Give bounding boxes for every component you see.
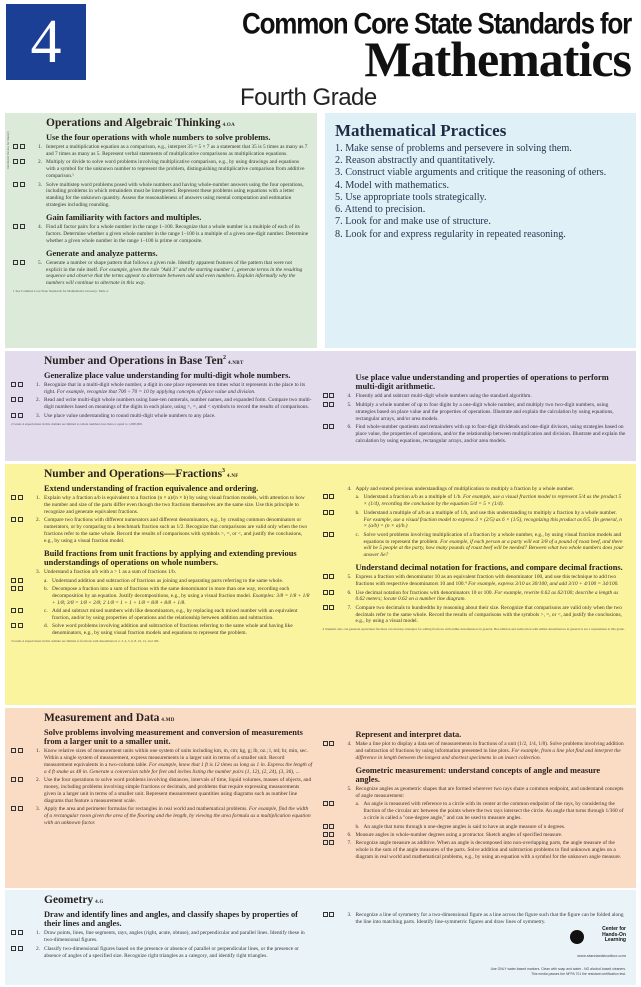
- section-title: [44, 468, 313, 480]
- checkbox-mastered[interactable]: [18, 382, 23, 387]
- checkbox-mastered[interactable]: [18, 517, 23, 522]
- standard-item: [323, 840, 627, 860]
- standard-number: 1.: [36, 495, 41, 502]
- standard-number: 2.: [36, 397, 41, 404]
- standard-item: [11, 930, 313, 944]
- standard-example: For example, from a line plot find and interpret the difference in length between the longest and shortest specimens in an insect collection.: [355, 748, 621, 761]
- standard-number: 2.: [38, 159, 43, 166]
- cluster-heading: Build fractions from unit fractions by applying and extending previous understandings of operations on whole numbers.: [44, 548, 297, 567]
- standard-item: [11, 608, 313, 622]
- checkbox-mastered[interactable]: [20, 224, 25, 229]
- practice-item: 2. Reason abstractly and quantitatively.: [335, 155, 496, 167]
- checkbox-mastered[interactable]: [329, 532, 334, 537]
- standard-text: Use decimal notation for fractions with denominators 10 or 100.: [355, 589, 495, 596]
- standard-item: [323, 912, 627, 926]
- standard-number: 3.: [36, 806, 41, 813]
- checkbox-pair: [11, 517, 23, 522]
- practice-item: 8. Look for and express regularity in repeated reasoning.: [335, 228, 566, 240]
- checkbox-mastered[interactable]: [18, 946, 23, 951]
- checkbox-pair: [11, 586, 23, 591]
- checkbox-introduced[interactable]: [11, 517, 16, 522]
- standard-number: b.: [44, 585, 49, 592]
- footnote: 1 See Common Core State Standards for Mathematics Glossary, Table 2.: [13, 289, 109, 294]
- checkbox-mastered[interactable]: [329, 801, 334, 806]
- checkbox-introduced[interactable]: [11, 806, 16, 811]
- standard-text: Multiply or divide to solve word problems involving multiplicative comparison, e.g., by using drawings and equations with a symbol for the unknown number to represent the problem, distinguishing multiplicative comparison from additive comparison.¹: [46, 159, 305, 180]
- section-measurement-data: [5, 708, 636, 888]
- section-column: [323, 708, 627, 862]
- checkbox-introduced[interactable]: [13, 224, 18, 229]
- checkbox-introduced[interactable]: [323, 574, 328, 579]
- section-base-ten: [5, 351, 636, 461]
- standard-item: [11, 382, 313, 396]
- standard-text: Understand a fraction a/b with a > 1 as a sum of fractions 1/b.: [44, 569, 177, 576]
- cluster-heading: Use the four operations with whole numbers to solve problems.: [46, 133, 271, 142]
- checkbox-pair: [323, 741, 335, 746]
- section-title-text: Number and Operations in Base Ten: [44, 355, 224, 367]
- center-for-hands-on-learning-logo: [570, 927, 626, 949]
- checkbox-pair: [323, 824, 335, 829]
- checkbox-mastered[interactable]: [18, 806, 23, 811]
- checkbox-mastered[interactable]: [20, 182, 25, 187]
- standard-number: 5.: [347, 786, 352, 793]
- standard-item: [11, 517, 313, 544]
- footer-care-note: Use ONLY water-based markers. Clean with soap and water - NO alcohol-based cleaners.: [490, 967, 626, 971]
- checkbox-pair: [13, 144, 25, 149]
- standard-item: [11, 806, 313, 826]
- standard-text: Generate a number or shape pattern that follows a given rule. Identify apparent features of the pattern that were not explicit in the rule itself.: [46, 259, 293, 273]
- standard-number: 4.: [347, 486, 352, 492]
- section-title: [46, 117, 309, 129]
- standard-item: [11, 569, 313, 576]
- standard-code: 4.G: [95, 900, 104, 905]
- standard-number: 1.: [36, 748, 41, 755]
- standard-number: 3.: [36, 412, 41, 419]
- standard-text: Use the four operations to solve word problems involving distances, intervals of time, liquid volumes, masses of objects, and money, including problems involving simple fractions or decimals, and problems that require expressing measurements given in a larger unit in terms of a smaller unit. Represent measurement quantities using diagrams such as number line diagrams that feature a measurement scale.: [44, 777, 312, 804]
- section-title: [44, 894, 313, 906]
- standard-number: 1.: [36, 382, 41, 389]
- standard-text: Recognize angles as geometric shapes that are formed wherever two rays share a common endpoint, and understand concepts of angle measurement:: [355, 786, 624, 800]
- section-column: [11, 708, 313, 828]
- section-column: [11, 464, 313, 643]
- standard-example: For example, find the width of a rectangular room given the area of the flooring and the length, by viewing the area formula as a multiplication equation with an unknown factor.: [44, 806, 311, 826]
- standard-item: [11, 495, 313, 515]
- footnote: 3 Grade 4 expectations in this domain are limited to fractions with denominators 2, 3, 4, 5, 6, 8, 10, 12, and 100.: [11, 638, 160, 643]
- standard-number: 2.: [36, 777, 41, 784]
- checkbox-pair: [323, 801, 335, 806]
- checkbox-introduced[interactable]: [11, 748, 16, 753]
- checkbox-introduced[interactable]: [11, 413, 16, 418]
- standard-item: [323, 786, 627, 800]
- legend-mastery: Review for Mastery: [6, 131, 10, 156]
- checkbox-pair: [13, 224, 25, 229]
- section-title: [44, 712, 313, 724]
- cluster-heading: Understand decimal notation for fractions, and compare decimal fractions.: [355, 563, 623, 573]
- checkbox-pair: [11, 495, 23, 500]
- checkbox-mastered[interactable]: [329, 590, 334, 595]
- section-title-text: Geometry: [44, 894, 94, 906]
- section-title-text: Operations and Algebraic Thinking: [46, 117, 221, 129]
- standard-item: [323, 486, 627, 493]
- standard-text: Use place value understanding to round multi-digit whole numbers to any place.: [44, 412, 216, 419]
- standard-item: [323, 393, 627, 400]
- standard-number: 7.: [347, 604, 352, 611]
- section-geometry: [5, 890, 636, 985]
- standard-number: c.: [44, 608, 48, 615]
- standard-code: 4.OA: [222, 123, 236, 128]
- checkbox-introduced[interactable]: [323, 912, 328, 917]
- standard-example: For example, use a visual fraction model to express 3 × (2/5) as 6 × (1/5), recognizing this product as 6/5. (In general, n × (a/b) = (n × a)/b.): [363, 516, 622, 530]
- checkbox-mastered[interactable]: [329, 424, 334, 429]
- checkbox-mastered[interactable]: [329, 832, 334, 837]
- standard-number: 6.: [347, 589, 352, 596]
- standard-item: [11, 413, 313, 420]
- standard-text: Find all factor pairs for a whole number in the range 1–100. Recognize that a whole number is a multiple of each of its factors. Determine whether a given whole number in the range 1–100 is a multiple of a given one-digit number. Determine whether a given whole number in the range 1–100 is prime or composite.: [46, 224, 309, 244]
- checkbox-mastered[interactable]: [20, 159, 25, 164]
- checkbox-introduced[interactable]: [323, 510, 328, 515]
- checkbox-pair: [11, 578, 23, 583]
- checkbox-mastered[interactable]: [329, 574, 334, 579]
- footnote-marker: 2: [223, 355, 227, 362]
- standard-number: 5.: [38, 259, 43, 266]
- checkbox-pair: [11, 413, 23, 418]
- checkbox-introduced[interactable]: [323, 590, 328, 595]
- checkbox-introduced[interactable]: [323, 741, 328, 746]
- checkbox-mastered[interactable]: [18, 930, 23, 935]
- standard-text: Add and subtract mixed numbers with like denominators, e.g., by replacing each mixed number with an equivalent fraction, and/or by using properties of operations and the relationship between addition and subtraction.: [52, 608, 298, 621]
- section-operations-algebraic-thinking: [5, 113, 317, 348]
- checkbox-pair: [323, 912, 335, 917]
- standard-example: Examples: 3/8 = 1/8 + 1/8 + 1/8; 3/8 = 1/8 + 2/8; 2 1/8 = 1 + 1 + 1/8 = 8/8 + 8/8 + 1/8.: [52, 592, 310, 606]
- practices-title: Mathematical Practices: [335, 121, 507, 140]
- checkbox-introduced[interactable]: [13, 260, 18, 265]
- checkbox-mastered[interactable]: [18, 748, 23, 753]
- checkbox-mastered[interactable]: [329, 605, 334, 610]
- section-fractions: [5, 464, 636, 705]
- checkbox-mastered[interactable]: [329, 494, 334, 499]
- standard-number: 6.: [347, 831, 352, 838]
- checkbox-pair: [11, 623, 23, 628]
- standard-item: [11, 578, 313, 585]
- checkbox-pair: [323, 605, 335, 610]
- standard-number: d.: [44, 623, 49, 630]
- cluster-heading: Draw and identify lines and angles, and classify shapes by properties of their lines and angles.: [44, 910, 298, 929]
- section-title-text: Number and Operations—Fractions: [44, 468, 223, 480]
- section-title: [44, 355, 313, 367]
- checkbox-pair: [323, 590, 335, 595]
- standard-example: For example, recognize that 700 ÷ 70 = 10 by applying concepts of place value and division.: [56, 389, 256, 396]
- section-title-text: Measurement and Data: [44, 712, 160, 724]
- standard-number: 1.: [38, 144, 43, 151]
- checkbox-mastered[interactable]: [329, 741, 334, 746]
- standard-text: Apply the area and perimeter formulas for rectangles in real world and mathematical problems.: [44, 806, 249, 813]
- standard-text: Make a line plot to display a data set of measurements in fractions of a unit (1/2, 1/4, 1/8). Solve problems involving addition and subtraction of fractions by using information presented in line plots.: [355, 741, 624, 755]
- standard-text: Draw points, lines, line segments, rays, angles (right, acute, obtuse), and perpendicular and parallel lines. Identify these in two-dimensional figures.: [44, 930, 305, 944]
- cluster-heading: Geometric measurement: understand concepts of angle and measure angles.: [355, 765, 601, 784]
- checkbox-introduced[interactable]: [11, 586, 16, 591]
- standard-number: a.: [44, 577, 48, 584]
- standard-text: Solve word problems involving addition and subtraction of fractions referring to the same whole and having like denominators, e.g., by using visual fraction models and equations to represent the problem.: [52, 623, 293, 637]
- standard-number: b.: [355, 823, 360, 830]
- standard-item: [323, 605, 627, 625]
- checkbox-pair: [11, 930, 23, 935]
- checkbox-mastered[interactable]: [329, 824, 334, 829]
- standard-text: An angle that turns through n one-degree angles is said to have an angle measure of n degrees.: [363, 823, 566, 830]
- checkbox-pair: [11, 382, 23, 387]
- mathematical-practices-panel: [325, 113, 636, 348]
- checkbox-pair: [13, 182, 25, 187]
- standard-item: [323, 402, 627, 422]
- cluster-heading: Solve problems involving measurement and conversion of measurements from a larger unit to a smaller unit.: [44, 728, 303, 747]
- legend-introduced: Introduced: [6, 156, 10, 169]
- checkbox-introduced[interactable]: [11, 578, 16, 583]
- standard-number: 4.: [347, 741, 352, 748]
- checkbox-pair: [323, 494, 335, 499]
- standard-item: [323, 532, 627, 559]
- practice-item: 4. Model with mathematics.: [335, 179, 450, 191]
- standard-text: Decompose a fraction into a sum of fractions with the same denominator in more than one way, recording each decomposition by an equation. Justify decompositions, e.g., by using a visual fraction model.: [52, 585, 290, 599]
- footnote-marker: 3: [222, 468, 226, 475]
- practice-item: 6. Attend to precision.: [335, 204, 426, 216]
- checkbox-introduced[interactable]: [13, 159, 18, 164]
- checkbox-mastered[interactable]: [18, 608, 23, 613]
- checkbox-mastered[interactable]: [18, 777, 23, 782]
- standard-item: [11, 623, 313, 637]
- standard-text: Solve multistep word problems posed with whole numbers and having whole-number answers using the four operations, including problems in which remainders must be interpreted. Represent these problems using equations with a letter standing for the unknown quantity. Assess the reasonableness of answers using mental computation and estimation strategies including rounding.: [46, 181, 304, 209]
- checkbox-pair: [323, 574, 335, 579]
- standard-item: [11, 397, 313, 411]
- checkbox-mastered[interactable]: [18, 495, 23, 500]
- standard-item: [13, 159, 309, 179]
- section-column: [323, 351, 627, 446]
- standard-item: [13, 260, 309, 287]
- checkbox-mastered[interactable]: [329, 510, 334, 515]
- standard-code: 4.NBT: [228, 361, 244, 366]
- standard-text: Find whole-number quotients and remainders with up to four-digit dividends and one-digit divisors, using strategies based on place value, the properties of operations, and/or the relationship between multiplication and division. Illustrate and explain the calculation by using equations, rectangular arrays, and/or area models.: [355, 423, 626, 444]
- footnote: 4 Students who can generate equivalent fractions can develop strategies for adding fractions with unlike denominators in general. But addition and subtraction with unlike denominators in general is not a requirement at this grade.: [322, 627, 625, 632]
- standard-example: For example, if each person at a party will eat 3/8 of a pound of roast beef, and there will be 5 people at the party, how many pounds of roast beef will be needed? Between what two whole numbers does your answer lie?: [363, 538, 624, 559]
- standard-example: For example, know that 1 ft is 12 times as long as 1 in. Express the length of a 4 ft snake as 48 in. Generate a conversion table for feet and inches listing the number pairs (1, 12), (2, 24), (3, 36), ...: [44, 762, 313, 775]
- logo-text: Center for Hands-On Learning: [602, 926, 626, 943]
- standard-item: [13, 144, 309, 158]
- standard-number: b.: [355, 509, 360, 516]
- standard-text: Compare two decimals to hundredths by reasoning about their size. Recognize that comparisons are valid only when the two decimals refer to the same whole. Record the results of comparisons with the symbols >, =, or <, and justify the conclusions, e.g., by using a visual model.: [355, 604, 622, 625]
- footer-cert-note: This media passes the NFPA 701 fire resistant certification test.: [531, 972, 626, 976]
- section-column: [11, 351, 313, 426]
- standard-item: [323, 424, 627, 444]
- checkbox-introduced[interactable]: [323, 494, 328, 499]
- standard-number: 7.: [347, 840, 352, 847]
- practice-item: 7. Look for and make use of structure.: [335, 216, 491, 228]
- standard-number: 5.: [347, 401, 352, 408]
- checkbox-mastered[interactable]: [18, 397, 23, 402]
- checkbox-mastered[interactable]: [20, 260, 25, 265]
- checkbox-introduced[interactable]: [11, 382, 16, 387]
- section-column: [11, 890, 313, 961]
- standard-text: Understand a fraction a/b as a multiple of 1/b.: [363, 494, 463, 501]
- footnote: 2 Grade 4 expectations in this domain are limited to whole numbers less than or equal to 1,000,000.: [11, 421, 143, 426]
- checkbox-introduced[interactable]: [323, 424, 328, 429]
- standard-code: 4.MD: [161, 718, 175, 723]
- standard-text: Recognize angle measure as additive. When an angle is decomposed into non-overlapping parts, the angle measure of the whole is the sum of the angle measures of the parts. Solve addition and subtraction problems to find unknown angles on a diagram in real world and mathematical problems, e.g., by using an equation with a symbol for the unknown angle measure.: [355, 840, 622, 861]
- standard-item: [11, 586, 313, 606]
- checkbox-pair: [323, 840, 335, 845]
- gear-logo-icon: [570, 930, 584, 944]
- checkbox-pair: [323, 510, 335, 515]
- checkbox-introduced[interactable]: [323, 801, 328, 806]
- checkbox-introduced[interactable]: [11, 946, 16, 951]
- standard-text: Explain why a fraction a/b is equivalent to a fraction (n × a)/(n × b) by using visual fraction models, with attention to how the number and size of the parts differ even though the two fractions themselves are the same size. Use this principle to recognize and generate equivalent fractions.: [44, 495, 305, 515]
- checkbox-introduced[interactable]: [323, 402, 328, 407]
- checkbox-pair: [11, 608, 23, 613]
- cluster-heading: Use place value understanding and properties of operations to perform multi-digit arithmetic.: [355, 373, 609, 392]
- standard-item: [323, 801, 627, 821]
- cluster-heading: Extend understanding of fraction equivalence and ordering.: [44, 484, 259, 493]
- standard-number: a.: [355, 494, 360, 501]
- cluster-heading: Represent and interpret data.: [355, 730, 462, 739]
- checkbox-introduced[interactable]: [13, 182, 18, 187]
- checkbox-pair: [323, 832, 335, 837]
- practice-item: 3. Construct viable arguments and critique the reasoning of others.: [335, 167, 607, 179]
- standard-item: [11, 777, 313, 804]
- cluster-heading: Gain familiarity with factors and multiples.: [46, 212, 202, 222]
- grade-number-badge: 4: [6, 4, 86, 80]
- checkbox-introduced[interactable]: [11, 495, 16, 500]
- standard-text: Know relative sizes of measurement units within one system of units including km, m, cm; kg, g; lb, oz.; l, ml; hr, min, sec. Within a single system of measurement, express measurements in a larger unit in terms of a smaller unit. Record measurement equivalents in a two-column table.: [44, 748, 308, 769]
- standard-item: [13, 182, 309, 209]
- standard-number: 5.: [347, 574, 352, 581]
- practice-item: 1. Make sense of problems and persevere in solving them.: [335, 143, 572, 154]
- standard-number: 2.: [36, 517, 41, 524]
- checkbox-pair: [11, 946, 23, 951]
- cluster-heading: Generate and analyze patterns.: [46, 248, 158, 258]
- checkbox-introduced[interactable]: [323, 824, 328, 829]
- checkbox-mastered[interactable]: [18, 623, 23, 628]
- standard-text: Classify two-dimensional figures based on the presence or absence of parallel or perpendicular lines, or the presence or absence of angles of a specified size. Recognize right triangles as a category, and identify right triangles.: [44, 945, 299, 959]
- standard-text: Apply and extend previous understandings of multiplication to multiply a fraction by a whole number.: [355, 486, 575, 492]
- standard-number: c.: [355, 531, 360, 538]
- checkbox-introduced[interactable]: [323, 605, 328, 610]
- checkbox-mastered[interactable]: [329, 393, 334, 398]
- standard-text: Interpret a multiplication equation as a comparison, e.g., interpret 35 = 5 × 7 as a statement that 35 is 5 times as many as 7 and 7 times as many as 5. Represent verbal statements of multiplicative comparisons as multiplication equations.: [46, 144, 308, 158]
- checkbox-introduced[interactable]: [11, 777, 16, 782]
- standard-item: [13, 224, 309, 244]
- section-column: [323, 890, 627, 927]
- checkbox-mastered[interactable]: [329, 912, 334, 917]
- standard-number: 3.: [347, 912, 352, 918]
- checkbox-mastered[interactable]: [18, 413, 23, 418]
- standard-item: [323, 494, 627, 508]
- standard-text: Compare two fractions with different numerators and different denominators, e.g., by creating common denominators or numerators, or by comparing to a benchmark fraction such as 1/2. Recognize that comparisons are valid only when the two fractions refer to the same whole. Record the results of comparisons with symbols >, =, or <, and justify the conclusions, e.g., by using a visual fraction model.: [44, 517, 308, 544]
- checkbox-introduced[interactable]: [11, 397, 16, 402]
- footer-url[interactable]: www.standardstoolbox.com: [577, 953, 626, 958]
- checkbox-introduced[interactable]: [11, 930, 16, 935]
- checkbox-pair: [323, 393, 335, 398]
- standard-number: 4.: [38, 224, 43, 231]
- cluster-heading: Generalize place value understanding for multi-digit whole numbers.: [44, 371, 291, 380]
- standard-text: Measure angles in whole-number degrees using a protractor. Sketch angles of specified measure.: [355, 831, 563, 838]
- standard-text: An angle is measured with reference to a circle with its center at the common endpoint of the rays, by considering the fraction of the circular arc between the points where the two rays intersect the circle. An angle that turns through 1/360 of a circle is called a "one-degree angle," and can be used to measure angles.: [363, 801, 624, 822]
- standard-example: For example, use a visual fraction model to represent 5/4 as the product 5 × (1/4), recording the conclusion by the equation 5/4 = 5 × (1/4).: [363, 494, 622, 508]
- checkbox-pair: [323, 402, 335, 407]
- standard-text: Recognize that in a multi-digit whole number, a digit in one place represents ten times what it represents in the place to its right.: [44, 382, 306, 396]
- checkbox-mastered[interactable]: [20, 144, 25, 149]
- standard-number: 2.: [36, 945, 41, 952]
- poster-title-line1: Common Core State Standards for: [242, 6, 631, 41]
- checkbox-mastered[interactable]: [329, 402, 334, 407]
- grade-title: Fourth Grade: [240, 84, 377, 111]
- checkbox-introduced[interactable]: [323, 840, 328, 845]
- checkbox-introduced[interactable]: [13, 144, 18, 149]
- standard-item: [323, 590, 627, 604]
- standard-number: a.: [355, 801, 360, 808]
- checkbox-mastered[interactable]: [329, 840, 334, 845]
- standard-text: Recognize a line of symmetry for a two-dimensional figure as a line across the figure such that the figure can be folded along the line into matching parts. Identify line-symmetric figures and draw lines of symmetry.: [355, 912, 624, 925]
- checkbox-introduced[interactable]: [323, 393, 328, 398]
- standard-text: Multiply a whole number of up to four digits by a one-digit whole number, and multiply two two-digit numbers, using strategies based on place value and the properties of operations. Illustrate and explain the calculation by using equations, rectangular arrays, and/or area models.: [355, 401, 614, 422]
- checkbox-pair: [13, 260, 25, 265]
- standard-item: [11, 946, 313, 960]
- checkbox-pair: [11, 777, 23, 782]
- checkbox-pair: [11, 397, 23, 402]
- standard-example: For example, rewrite 0.62 as 62/100; describe a length as 0.62 meters; locate 0.62 on a number line diagram.: [355, 589, 619, 603]
- checkbox-introduced[interactable]: [11, 608, 16, 613]
- section-column: [323, 464, 627, 631]
- standard-item: [323, 510, 627, 530]
- checkbox-introduced[interactable]: [323, 832, 328, 837]
- poster-title-subject: Mathematics: [364, 31, 631, 87]
- checkbox-pair: [11, 748, 23, 753]
- practice-item: 5. Use appropriate tools strategically.: [335, 191, 487, 203]
- standard-text: Solve word problems involving multiplication of a fraction by a whole number, e.g., by using visual fraction models and equations to represent the problem.: [363, 531, 622, 545]
- standard-item: [323, 741, 627, 761]
- standard-item: [323, 824, 627, 831]
- standard-item: [323, 832, 627, 839]
- standard-text: Express a fraction with denominator 10 as an equivalent fraction with denominator 100, and use this technique to add two fractions with respective denominators 10 and 100.⁴: [355, 574, 617, 588]
- standard-item: [11, 748, 313, 775]
- standard-text: Fluently add and subtract multi-digit whole numbers using the standard algorithm.: [355, 393, 532, 400]
- checkbox-introduced[interactable]: [11, 623, 16, 628]
- checkbox-pair: [323, 424, 335, 429]
- standard-text: Read and write multi-digit whole numbers using base-ten numerals, number names, and expanded form. Compare two multi-digit numbers based on meanings of the digits in each place, using >, =, and < symbols to record the results of comparisons.: [44, 397, 312, 411]
- standard-number: 4.: [347, 393, 352, 400]
- checkbox-pair: [13, 159, 25, 164]
- standard-number: 3.: [36, 569, 41, 576]
- section-column: [13, 113, 309, 293]
- checkbox-pair: [323, 532, 335, 537]
- checkbox-mastered[interactable]: [18, 586, 23, 591]
- checkbox-pair: [11, 806, 23, 811]
- standard-text: Understand a multiple of a/b as a multiple of 1/b, and use this understanding to multiply a fraction by a whole number.: [363, 509, 617, 516]
- standard-number: 6.: [347, 423, 352, 430]
- standard-code: 4.NF: [227, 474, 239, 479]
- standard-example: For example, given the rule "Add 3" and the starting number 1, generate terms in the resulting sequence and observe that the terms appear to alternate between odd and even numbers. Explain informally why the numbers will continue to alternate in this way.: [46, 266, 303, 287]
- checkbox-introduced[interactable]: [323, 532, 328, 537]
- standard-number: 3.: [38, 181, 43, 188]
- standard-example: For example, express 3/10 as 30/100, and add 3/10 + 4/100 = 34/100.: [468, 581, 619, 588]
- standard-number: 1.: [36, 930, 41, 937]
- standard-item: [323, 574, 627, 588]
- checkbox-mastered[interactable]: [18, 578, 23, 583]
- standard-text: Understand addition and subtraction of fractions as joining and separating parts referring to the same whole.: [52, 577, 284, 584]
